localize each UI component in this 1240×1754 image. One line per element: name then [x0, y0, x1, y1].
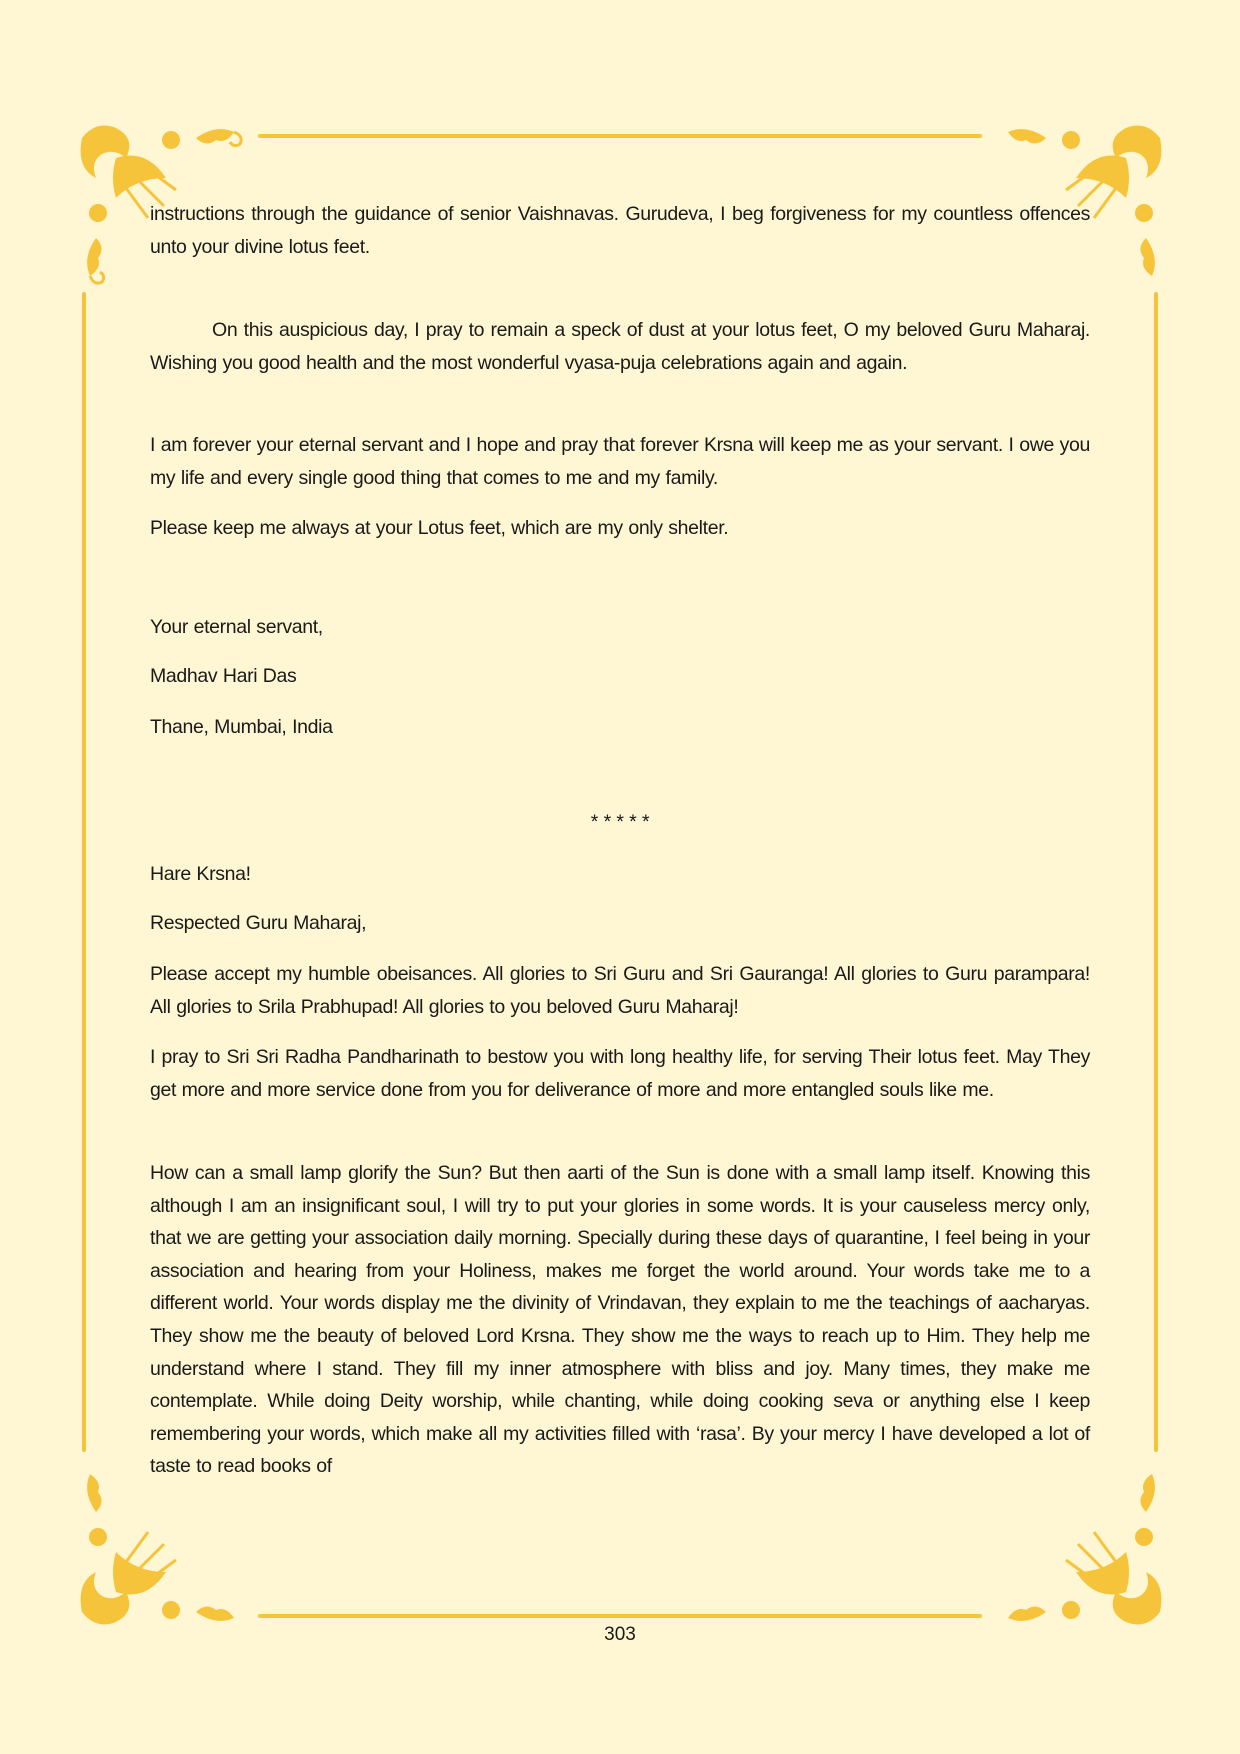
author-location: Thane, Mumbai, India: [150, 716, 333, 738]
border-left: [82, 292, 86, 1452]
paragraph-prayer: On this auspicious day, I pray to remain a speck of dust at your lotus feet, O my beloved Guru Maharaj. Wishing you good health and the most wonderful vyasa-puja celebrations again and again.: [150, 319, 1090, 374]
paragraph-continuation: instructions through the guidance of senior Vaishnavas. Gurudeva, I beg forgiveness for my countless offences unto your divine lotus feet.: [150, 203, 1090, 258]
border-right: [1154, 292, 1158, 1452]
paragraph-obeisances: Please accept my humble obeisances. All glories to Sri Guru and Sri Gauranga! All glories to Guru parampara! All glories to Srila Prabhupad! All glories to you beloved Guru Maharaj!: [150, 963, 1090, 1018]
border-bottom: [258, 1614, 982, 1618]
paragraph-shelter: Please keep me always at your Lotus feet, which are my only shelter.: [150, 517, 729, 539]
paragraph-prayer-2: I pray to Sri Sri Radha Pandharinath to bestow you with long healthy life, for serving Their lotus feet. May They get more and more service done from you for deliverance of more and more entangled souls like me.: [150, 1046, 1090, 1101]
paragraph-glorification: How can a small lamp glorify the Sun? But then aarti of the Sun is done with a small lamp itself. Knowing this although I am an insignificant soul, I will try to put your glories in some words. It is your causeless mercy only, that we are getting your association daily morning. Specially during these days of quarantine, I feel being in your association and hearing from your Holiness, makes me forget the world around. Your words take me to a different world. Your words display me the divinity of Vrindavan, they explain to me the teachings of aacharyas. They show me the beauty of beloved Lord Krsna. They show me the ways to reach up to Him. They help me understand where I stand. They fill my inner atmosphere with bliss and joy. Many times, they make me contemplate. While doing Deity worship, while chanting, while doing cooking seva or anything else I keep remembering your words, which make all my activities filled with ‘rasa’. By your mercy I have developed a lot of taste to read books of: [150, 1162, 1090, 1478]
salutation: Respected Guru Maharaj,: [150, 912, 367, 934]
border-top: [258, 134, 982, 138]
page-number: 303: [604, 1624, 636, 1645]
greeting: Hare Krsna!: [150, 863, 251, 885]
author-name: Madhav Hari Das: [150, 665, 297, 687]
paragraph-servant: I am forever your eternal servant and I hope and pray that forever Krsna will keep me as your servant. I owe you my life and every single good thing that comes to me and my family.: [150, 434, 1090, 489]
section-separator: * * * * *: [590, 811, 650, 833]
signoff: Your eternal servant,: [150, 616, 323, 638]
